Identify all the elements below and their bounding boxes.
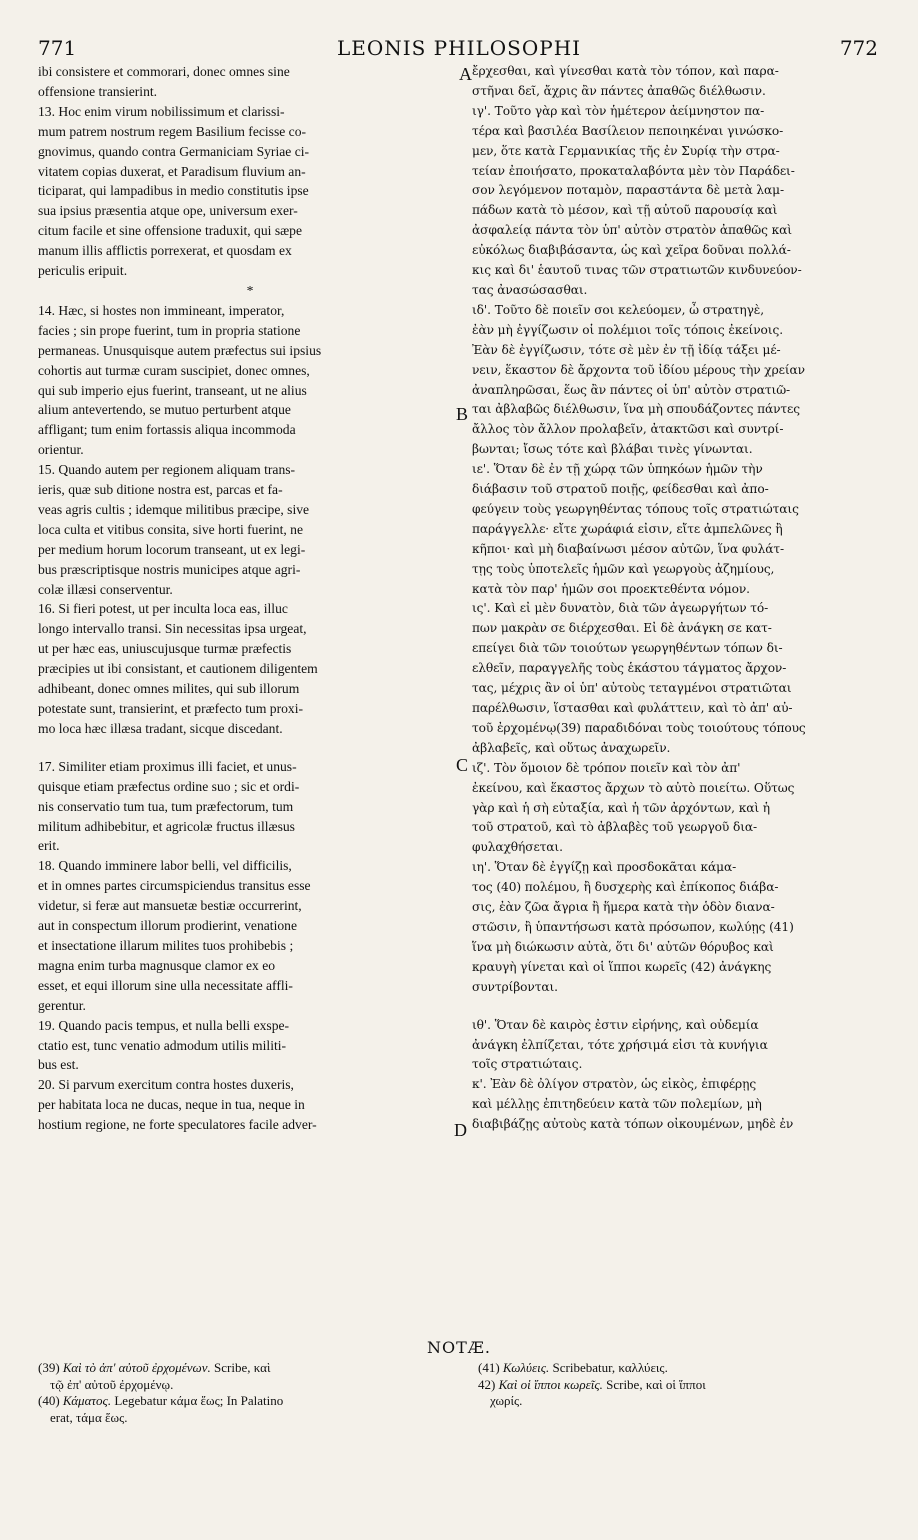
text-line: τας, μέχρις ἂν οἱ ὑπ' αὐτοὺς τεταγμένοι στρατιῶται xyxy=(472,681,792,696)
text-line: ἀνάγκη ἐλπίζεται, τότε χρήσιμά εἰσι τὰ κυνήγια xyxy=(472,1037,768,1052)
text-line: φεύγειν τοὺς γεωργηθέντας τόπους τοῖς στρατιώταις xyxy=(472,501,799,516)
text-line: ιε'. Ὅταν δὲ ἐν τῇ χώρᾳ τῶν ὑπηκόων ἡμῶν τὴν xyxy=(472,462,763,477)
margin-marker-d: D xyxy=(454,1120,467,1140)
text-line: alium antevertendo, se mutuo perturbent atque xyxy=(38,402,291,418)
text-line: ιθ'. Ὅταν δὲ καιρὸς ἐστιν εἰρήνης, καὶ οὐδεμία xyxy=(472,1017,759,1032)
text-line: * xyxy=(246,282,254,298)
text-line: nis conservatio tum tua, tum præfectorum, tum xyxy=(38,798,294,814)
text-line: διαβιβάζῃς αὐτοὺς κατὰ τόπων οἰκουμένων, μηδὲ ἐν xyxy=(472,1117,794,1132)
text-line: 14. Hæc, si hostes non immineant, imperator, xyxy=(38,302,285,318)
note-text: Scribebatur, καλλύεις. xyxy=(549,1360,668,1375)
text-line: κραυγὴ γίνεται καὶ οἱ ἵπποι κωρεῖς (42) ἀνάγκης xyxy=(472,959,772,974)
note-text: Scribe, καὶ xyxy=(210,1360,271,1375)
text-line: ιγ'. Τοῦτο γὰρ καὶ τὸν ἡμέτερον ἀείμνηστον πα- xyxy=(472,103,765,118)
text-line: τοῦ στρατοῦ, καὶ τὸ ἀβλαβὲς τοῦ γεωργοῦ δια- xyxy=(472,820,758,835)
page-number-right: 772 xyxy=(839,36,878,60)
text-line: ελθεῖν, παραγγελῆς τοὺς ἑκάστου τάγματος ἄρχον- xyxy=(472,661,787,676)
note-line xyxy=(38,1410,456,1427)
text-line: affligant; tum enim fortassis aliqua incommoda xyxy=(38,422,296,438)
note-line xyxy=(38,1377,456,1394)
text-line: φυλαχθήσεται. xyxy=(472,840,563,855)
note-text: Legebatur κάμα ἕως; In Palatino xyxy=(111,1393,284,1408)
text-line: στῆναι δεῖ, ἄχρις ἂν πάντες ἀπαθῶς διέλθωσιν. xyxy=(472,83,766,98)
text-line: colæ illæsi conserventur. xyxy=(38,581,173,597)
text-line: ιη'. Ὅταν δὲ ἐγγίζῃ καὶ προσδοκᾶται κάμα- xyxy=(472,860,737,875)
note-number: (41) xyxy=(478,1360,503,1375)
text-line: 19. Quando pacis tempus, et nulla belli exspe- xyxy=(38,1017,290,1033)
text-line: τοῦ ἐρχομένῳ(39) παραδιδόναι τοὺς τοιούτους τόπους xyxy=(472,720,806,735)
margin-marker-b: B xyxy=(456,404,469,424)
text-line: longo intervallo transi. Sin necessitas ipsa urgeat, xyxy=(38,621,307,637)
text-line: επείγει διὰ τῶν τοιούτων γεωργηθέντων τόπων δι- xyxy=(472,641,783,656)
text-line: σις, ἐὰν ζῶα ἄγρια ἢ ἥμερα κατὰ τὴν ὁδὸν διανα- xyxy=(472,900,775,915)
text-line: per medium horum locorum transeant, ut ex legi- xyxy=(38,541,306,557)
text-line: τος (40) πολέμου, ἢ δυσχερὴς καὶ ἐπίκοπος διάβα- xyxy=(472,880,779,895)
note-line xyxy=(478,1377,878,1394)
text-line: orientur. xyxy=(38,442,84,458)
text-line: ἀσφαλείᾳ πάντα τὸν ὑπ' αὐτὸν στρατὸν ἀπαθῶς καὶ xyxy=(472,223,792,238)
greek-column xyxy=(472,62,880,1135)
text-line: πάδων κατὰ τὸ μέσον, καὶ τῇ αὐτοῦ παρουσίᾳ καὶ xyxy=(472,203,778,218)
text-line: potestate sunt, transierint, et præfecto tum proxi- xyxy=(38,701,304,716)
text-line: 15. Quando autem per regionem aliquam trans- xyxy=(38,462,296,478)
text-line: magna enim turba magnusque clamor ex eo xyxy=(38,957,276,973)
note-number: 42) xyxy=(478,1376,499,1392)
running-header xyxy=(0,36,918,62)
text-line: ται ἀβλαβῶς διέλθωσιν, ἵνα μὴ σπουδάζοντες πάντες xyxy=(472,402,800,417)
text-line: videtur, si feræ aut mansuetæ bestiæ occurrerint, xyxy=(38,898,302,914)
text-line xyxy=(472,998,880,1016)
text-line: 17. Similiter etiam proximus illi faciet, et unus- xyxy=(38,758,297,774)
text-line: ἄλλος τὸν ἄλλον προλαβεῖν, ἀτακτῶσι καὶ συντρί- xyxy=(472,422,784,437)
text-line: στῶσιν, ἢ ὑπαντήσωσι κατὰ πρόσωπον, κωλύῃς (41) xyxy=(472,919,794,934)
text-line: sua ipsius præsentia atque ope, universum exer- xyxy=(38,203,298,219)
margin-marker-a: A xyxy=(459,64,472,84)
text-line: 16. Si fieri potest, ut per inculta loca eas, illuc xyxy=(38,601,288,617)
text-line: τῃς τοὺς ὑποτελεῖς ἡμῶν καὶ γεωργοὺς ἀζημίους, xyxy=(472,561,775,576)
text-line: ιδ'. Τοῦτο δὲ ποιεῖν σοι κελεύομεν, ὦ στρατηγὲ, xyxy=(472,302,765,317)
text-line: σον λεγόμενον ποταμὸν, παραστάντα δὲ μετὰ λαμ- xyxy=(472,183,785,198)
text-line: mum patrem nostrum regem Basilium fecisse co- xyxy=(38,123,307,139)
margin-marker-c: C xyxy=(456,755,469,775)
text-line: hostium regione, ne forte speculatores facile adver- xyxy=(38,1117,317,1133)
note-line xyxy=(478,1360,878,1377)
notes-title: NOTÆ. xyxy=(427,1338,491,1357)
text-line: Ἐὰν δὲ ἐγγίζωσιν, τότε σὲ μὲν ἐν τῇ ἰδίᾳ τάξει μέ- xyxy=(472,342,781,357)
text-line: loca culta et vitibus consita, sive horti fuerint, ne xyxy=(38,521,304,537)
text-line: et insectatione illarum milites tuos prohibebis ; xyxy=(38,937,294,953)
text-line: ἔρχεσθαι, καὶ γίνεσθαι κατὰ τὸν τόπον, καὶ παρα- xyxy=(472,64,779,78)
text-line: vitatem copias duxerat, et Paradisum fluvium an- xyxy=(38,163,306,179)
text-line: ἐὰν μὴ ἐγγίζωσιν οἱ πολέμιοι τοῖς τόποις ἐκείνοις. xyxy=(472,322,783,337)
page-title: LEONIS PHILOSOPHI xyxy=(336,36,582,60)
text-line: παράγγελλε· εἴτε χωράφιά εἰσιν, εἴτε ἀμπελῶνες ἢ xyxy=(472,521,783,536)
text-line: periculis eripuit. xyxy=(38,263,128,279)
text-line: ticiparat, qui lampadibus in medio constitutis ipse xyxy=(38,183,309,199)
text-line: τέρα καὶ βασιλέα Βασίλειον πεποιηκέναι γινώσκο- xyxy=(472,123,784,138)
text-line: permaneas. Unusquisque autem præfectus sui ipsius xyxy=(38,342,322,358)
text-line: erit. xyxy=(38,838,60,854)
page-number-left: 771 xyxy=(38,36,77,60)
text-line: bus præscriptisque nostris municipes atque agri- xyxy=(38,561,301,577)
notes-right xyxy=(478,1360,878,1410)
text-line: veas agris cultis ; idemque militibus præcipe, sive xyxy=(38,501,310,517)
text-line: παρέλθωσιν, ἵστασθαι καὶ φυλάττειν, καὶ τὸ ἀπ' αὐ- xyxy=(472,701,793,715)
text-line: ibi consistere et commorari, donec omnes sine xyxy=(38,64,290,79)
text-line: τείαν ἐποιήσατο, προκαταλαβόντα μὲν τὸν Παράδει- xyxy=(472,163,795,178)
note-text: Scribe, καὶ οἱ ἵπποι xyxy=(602,1376,706,1392)
text-line: manum illis afflictis porrexerat, et quosdam ex xyxy=(38,243,292,259)
text-line: facies ; sin prope fuerint, tum in propria statione xyxy=(38,322,301,338)
text-line: κ'. Ἐὰν δὲ ὀλίγον στρατὸν, ὡς εἰκὸς, ἐπιφέρῃς xyxy=(472,1077,757,1092)
text-line: offensione transierint. xyxy=(38,83,158,99)
text-line: ἀναπληρῶσαι, ἕως ἂν πάντες οἱ ὑπ' αὐτὸν στρατιῶ- xyxy=(472,382,791,397)
text-line: μεν, ὅτε κατὰ Γερμανικίας τῆς ἐν Συρίᾳ τὴν στρα- xyxy=(472,143,780,158)
text-line: καὶ μέλλῃς ἐπιτηδεύειν κατὰ τῶν πολεμίων, μὴ xyxy=(472,1097,762,1112)
note-text: τῷ ἐπ' αὐτοῦ ἐρχομένῳ. xyxy=(50,1376,174,1392)
note-text: erat, τάμα ἕως. xyxy=(50,1409,128,1425)
note-quote: Κάματος. xyxy=(62,1393,112,1408)
text-line: militum adhibebitur, et agricolæ fructus illæsus xyxy=(38,818,295,834)
text-line: κῆποι· καὶ μὴ διαβαίνωσι μέσον αὐτῶν, ἵνα φυλάτ- xyxy=(472,541,785,556)
text-line: τας ἀνασώσασθαι. xyxy=(472,282,588,297)
note-line xyxy=(478,1393,878,1410)
text-line: νειν, ἕκαστον δὲ ἄρχοντα τοῦ ἰδίου μέρους τὴν χρείαν xyxy=(472,362,805,377)
text-line: 20. Si parvum exercitum contra hostes duxeris, xyxy=(38,1077,294,1093)
text-line: aut in conspectum illorum prodierint, venatione xyxy=(38,918,297,934)
text-line: præcipies ut ibi consistant, et cautionem diligentem xyxy=(38,661,318,677)
text-line: γὰρ καὶ ἡ σὴ εὐταξία, καὶ ἡ τῶν ἀρχόντων, καὶ ἡ xyxy=(472,800,770,815)
text-line: διάβασιν τοῦ στρατοῦ ποιῇς, φείδεσθαι καὶ ἀπο- xyxy=(472,482,769,497)
text-line: quisque etiam præfectus ordine suo ; sic et ordi- xyxy=(38,778,300,794)
text-line: ιζ'. Τὸν ὅμοιον δὲ τρόπον ποιεῖν καὶ τὸν ἀπ' xyxy=(472,760,741,775)
text-line: et in omnes partes circumspiciendus transitus esse xyxy=(38,878,311,894)
text-line: πων μακρὰν σε διέρχεσθαι. Εἰ δὲ ἀνάγκη σε κατ- xyxy=(472,621,772,636)
text-line: citum facile et sine offensione traduxit, qui sæpe xyxy=(38,223,303,239)
notes-left xyxy=(38,1360,456,1426)
note-line xyxy=(38,1360,456,1377)
text-line: 13. Hoc enim virum nobilissimum et clarissi- xyxy=(38,103,285,119)
text-line: ἀβλαβεῖς, καὶ οὕτως ἀναχωρεῖν. xyxy=(472,740,671,755)
text-line: mo loca hæc illæsa tradant, sicque discedant. xyxy=(38,720,283,736)
text-line: esset, et equi illorum sine ulla necessitate affli- xyxy=(38,977,293,993)
text-line: τοῖς στρατιώταις. xyxy=(472,1057,583,1072)
text-line: συντρίβονται. xyxy=(472,979,558,994)
text-line: gerentur. xyxy=(38,997,86,1013)
text-line xyxy=(38,739,462,757)
text-line: cohortis aut turmæ curam suscipiet, donec omnes, xyxy=(38,362,310,378)
note-number: (40) xyxy=(38,1393,63,1408)
text-line: εὐκόλως διαβιβάσαντα, ὡς καὶ χεῖρα δοῦναι πολλά- xyxy=(472,243,791,258)
text-line: adhibeant, donec omnes milites, qui sub illorum xyxy=(38,681,300,697)
text-line: κις καὶ δι' ἑαυτοῦ τινας τῶν στρατιωτῶν κινδυνεύον- xyxy=(472,263,802,278)
text-line: gnovimus, quando contra Germaniciam Syriae ci- xyxy=(38,143,310,159)
note-quote: Καὶ τὸ ἀπ' αὐτοῦ ἐρχομένων. xyxy=(62,1360,211,1375)
text-line: ις'. Καὶ εἰ μὲν δυνατὸν, διὰ τῶν ἀγεωργήτων τό- xyxy=(472,601,769,616)
text-line: κατὰ τὸν παρ' ἡμῶν σοι προεκτεθέντα νόμον. xyxy=(472,581,750,596)
text-line: ieris, quæ sub ditione nostra est, parcas et fa- xyxy=(38,482,283,498)
text-line: βωνται; ἴσως τότε καὶ βλάβαι τινὲς γίνωνται. xyxy=(472,442,753,457)
note-text: χωρίς. xyxy=(490,1393,523,1408)
latin-column xyxy=(38,62,462,1135)
text-line: ctatio est, tunc venatio admodum utilis militi- xyxy=(38,1037,287,1053)
text-line: qui sub imperio ejus fuerint, transeant, ut ne alius xyxy=(38,382,307,398)
text-line: bus est. xyxy=(38,1057,79,1073)
note-number: (39) xyxy=(38,1360,63,1375)
text-line: per habitata loca ne ducas, neque in tua, neque in xyxy=(38,1097,305,1113)
text-line: ἐκείνου, καὶ ἕκαστος ἄρχων τὸ αὐτὸ ποιείτω. Οὕτως xyxy=(472,780,795,795)
text-line: ut per hæc eas, uniuscujusque turmæ præfectis xyxy=(38,641,292,657)
note-quote: Καὶ οἱ ἵπποι κωρεῖς. xyxy=(498,1376,603,1392)
note-line xyxy=(38,1393,456,1410)
text-line: ἵνα μὴ διώκωσιν αὐτὰ, ὅτι δι' αὐτῶν θόρυβος καὶ xyxy=(472,939,774,954)
text-line: 18. Quando imminere labor belli, vel difficilis, xyxy=(38,858,292,874)
note-quote: Κωλύεις. xyxy=(502,1360,550,1375)
